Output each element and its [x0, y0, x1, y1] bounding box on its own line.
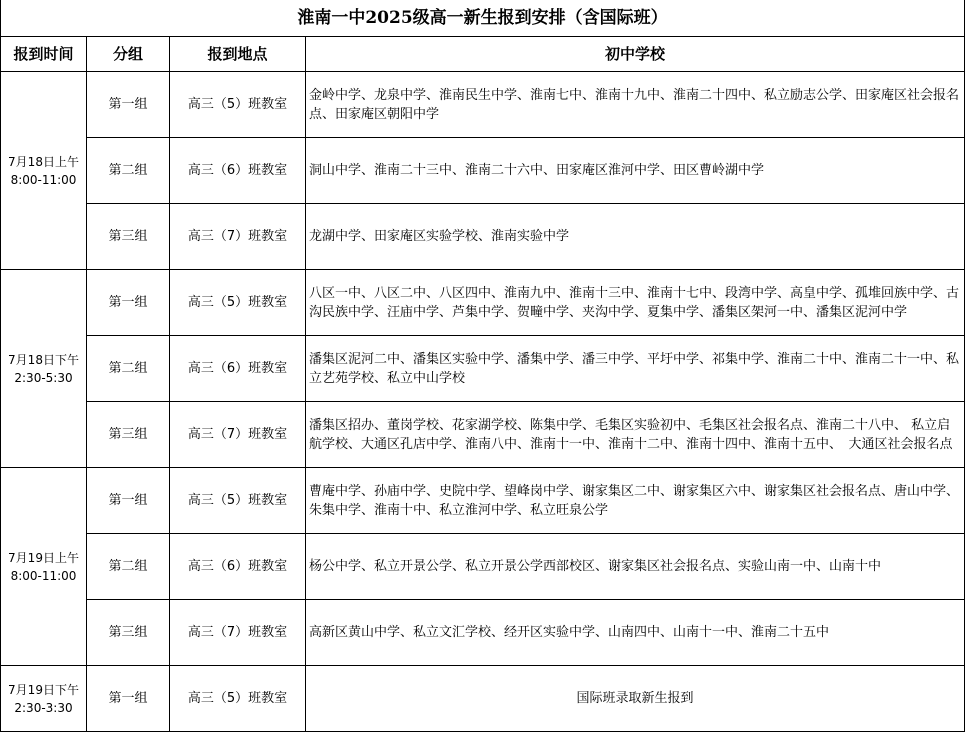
session-time-cell [1, 666, 87, 732]
place-cell: 高三（5）班教室 [170, 468, 306, 534]
table-row [1, 402, 965, 468]
group-cell: 第一组 [87, 468, 170, 534]
header-schools: 初中学校 [306, 37, 965, 72]
group-cell: 第三组 [87, 402, 170, 468]
session-date: 7月19日下午 [8, 682, 79, 697]
header-time: 报到时间 [1, 37, 87, 72]
place-cell: 高三（5）班教室 [170, 270, 306, 336]
session-date: 7月19日上午 [8, 550, 79, 565]
table-row [1, 666, 965, 732]
schools-cell: 高新区黄山中学、私立文汇学校、经开区实验中学、山南四中、山南十一中、淮南二十五中 [306, 600, 965, 666]
place-cell: 高三（5）班教室 [170, 666, 306, 732]
place-cell: 高三（6）班教室 [170, 138, 306, 204]
session-time-cell [1, 468, 87, 666]
place-cell: 高三（6）班教室 [170, 534, 306, 600]
schools-cell: 龙湖中学、田家庵区实验学校、淮南实验中学 [306, 204, 965, 270]
session-hours: 8:00-11:00 [10, 568, 77, 583]
header-group: 分组 [87, 37, 170, 72]
table-row [1, 336, 965, 402]
schools-cell: 国际班录取新生报到 [306, 666, 965, 732]
session-hours: 2:30-3:30 [14, 700, 73, 715]
session-time-cell [1, 72, 87, 270]
group-cell: 第二组 [87, 138, 170, 204]
page-title: 淮南一中2025级高一新生报到安排（含国际班） [1, 0, 965, 37]
schools-cell: 洞山中学、淮南二十三中、淮南二十六中、田家庵区淮河中学、田区曹岭湖中学 [306, 138, 965, 204]
place-cell: 高三（7）班教室 [170, 204, 306, 270]
group-cell: 第一组 [87, 270, 170, 336]
session-time-cell [1, 270, 87, 468]
place-cell: 高三（6）班教室 [170, 336, 306, 402]
group-cell: 第一组 [87, 72, 170, 138]
place-cell: 高三（7）班教室 [170, 402, 306, 468]
group-cell: 第三组 [87, 204, 170, 270]
group-cell: 第三组 [87, 600, 170, 666]
schools-cell: 潘集区招办、董岗学校、花家湖学校、陈集中学、毛集区实验初中、毛集区社会报名点、淮南二十八中、 私立启航学校、大通区孔店中学、淮南八中、淮南十一中、淮南十二中、淮南十四中、淮南十五中、 大通区社会报名点 [306, 402, 965, 468]
session-hours: 8:00-11:00 [10, 172, 77, 187]
session-date: 7月18日上午 [8, 154, 79, 169]
table-row [1, 600, 965, 666]
schools-cell: 金岭中学、龙泉中学、淮南民生中学、淮南七中、淮南十九中、淮南二十四中、私立励志公学、田家庵区社会报名点、田家庵区朝阳中学 [306, 72, 965, 138]
group-cell: 第二组 [87, 336, 170, 402]
place-cell: 高三（7）班教室 [170, 600, 306, 666]
table-row [1, 72, 965, 138]
schools-cell: 杨公中学、私立开景公学、私立开景公学西部校区、谢家集区社会报名点、实验山南一中、山南十中 [306, 534, 965, 600]
group-cell: 第一组 [87, 666, 170, 732]
group-cell: 第二组 [87, 534, 170, 600]
header-place: 报到地点 [170, 37, 306, 72]
table-row [1, 204, 965, 270]
place-cell: 高三（5）班教室 [170, 72, 306, 138]
session-date: 7月18日下午 [8, 352, 79, 367]
header-row [1, 37, 965, 72]
table-row [1, 138, 965, 204]
session-hours: 2:30-5:30 [14, 370, 73, 385]
schools-cell: 八区一中、八区二中、八区四中、淮南九中、淮南十三中、淮南十七中、段湾中学、高皇中学、孤堆回族中学、古沟民族中学、汪庙中学、芦集中学、贺疃中学、夹沟中学、夏集中学、潘集区架河一中、潘集区泥河中学 [306, 270, 965, 336]
table-row [1, 534, 965, 600]
schools-cell: 曹庵中学、孙庙中学、史院中学、望峰岗中学、谢家集区二中、谢家集区六中、谢家集区社会报名点、唐山中学、 朱集中学、淮南十中、私立淮河中学、私立旺泉公学 [306, 468, 965, 534]
schools-cell: 潘集区泥河二中、潘集区实验中学、潘集中学、潘三中学、平圩中学、祁集中学、淮南二十中、淮南二十一中、私立艺苑学校、私立中山学校 [306, 336, 965, 402]
table-row [1, 468, 965, 534]
table-row [1, 270, 965, 336]
title-row [1, 0, 965, 37]
